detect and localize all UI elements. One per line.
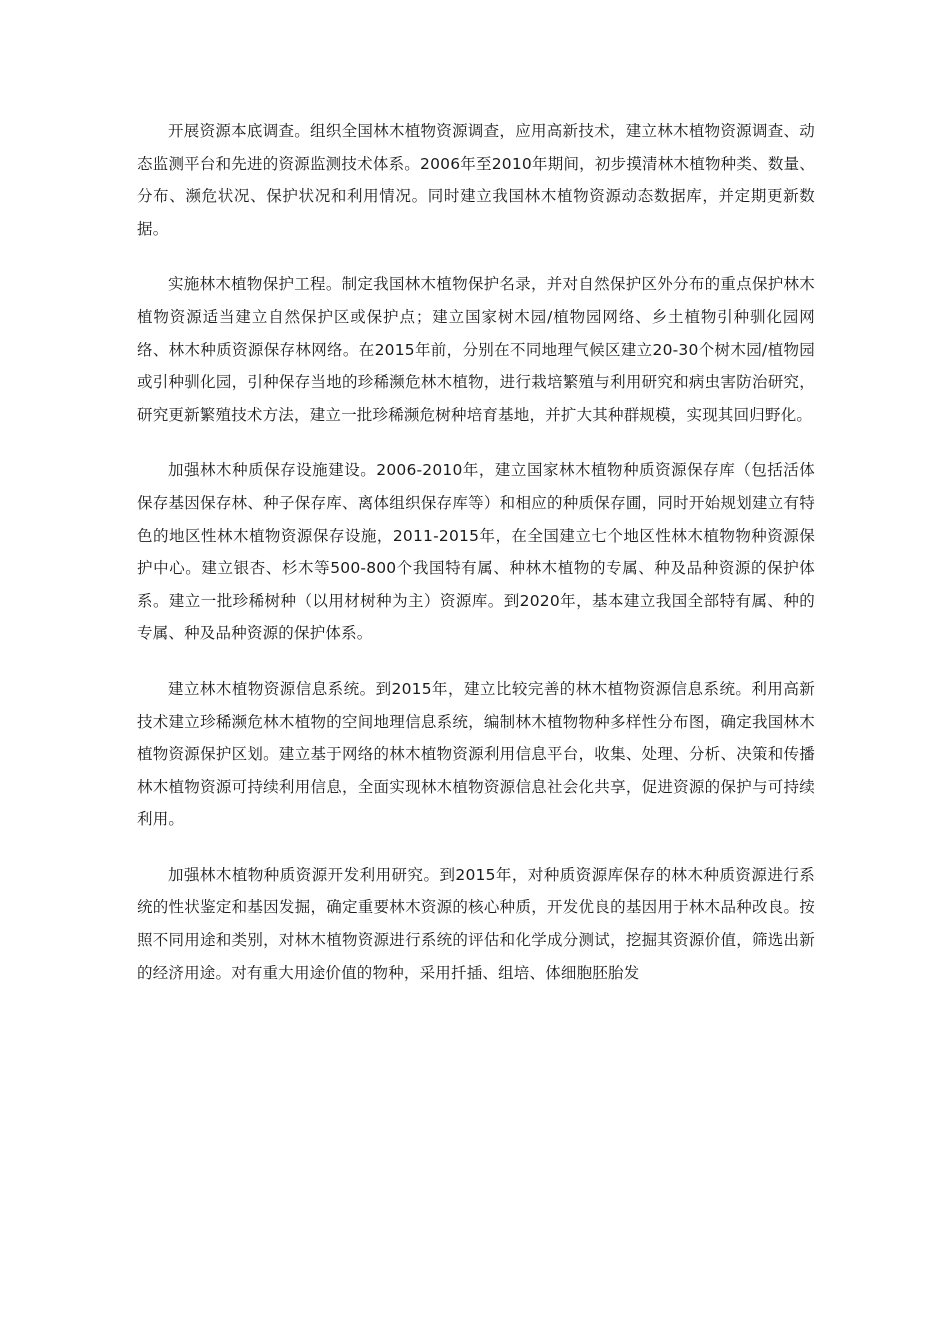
document-page — [137, 115, 815, 1012]
paragraph-germplasm-facilities: 加强林木种质保存设施建设。2006-2010年，建立国家林木植物种质资源保存库（包括活体保存基因保存林、种子保存库、离体组织保存库等）和相应的种质保存圃，同时开始规划建立有特色的地区性林木植物资源保存设施，2011-2015年，在全国建立七个地区性林木植物物种资源保护中心。建立银杏、杉木等500-800个我国特有属、种林木植物的专属、种及品种资源的保护体系。建立一批珍稀树种（以用材树种为主）资源库。到2020年，基本建立我国全部特有属、种的专属、种及品种资源的保护体系。 — [137, 461, 815, 643]
paragraph-resource-survey: 开展资源本底调查。组织全国林木植物资源调查，应用高新技术，建立林木植物资源调查、动态监测平台和先进的资源监测技术体系。2006年至2010年期间，初步摸清林木植物种类、数量、分布、濒危状况、保护状况和利用情况。同时建立我国林木植物资源动态数据库，并定期更新数据。 — [137, 122, 815, 238]
paragraph-development-research: 加强林木植物种质资源开发利用研究。到2015年，对种质资源库保存的林木种质资源进行系统的性状鉴定和基因发掘，确定重要林木资源的核心种质，开发优良的基因用于林木品种改良。按照不同用途和类别，对林木植物资源进行系统的评估和化学成分测试，挖掘其资源价值，筛选出新的经济用途。对有重大用途价值的物种，采用扦插、组培、体细胞胚胎发 — [137, 865, 815, 982]
paragraph-protection-project: 实施林木植物保护工程。制定我国林木植物保护名录，并对自然保护区外分布的重点保护林木植物资源适当建立自然保护区或保护点；建立国家树木园/植物园网络、乡土植物引种驯化园网络、林木种质资源保存林网络。在2015年前，分别在不同地理气候区建立20-30个树木园/植物园或引种驯化园，引种保存当地的珍稀濒危林木植物，进行栽培繁殖与利用研究和病虫害防治研究，研究更新繁殖技术方法，建立一批珍稀濒危树种培育基地，并扩大其种群规模，实现其回归野化。 — [137, 275, 815, 424]
paragraph-information-system: 建立林木植物资源信息系统。到2015年，建立比较完善的林木植物资源信息系统。利用高新技术建立珍稀濒危林木植物的空间地理信息系统，编制林木植物物种多样性分布图，确定我国林木植物资源保护区划。建立基于网络的林木植物资源利用信息平台，收集、处理、分析、决策和传播林木植物资源可持续利用信息，全面实现林木植物资源信息社会化共享，促进资源的保护与可持续利用。 — [137, 679, 815, 829]
